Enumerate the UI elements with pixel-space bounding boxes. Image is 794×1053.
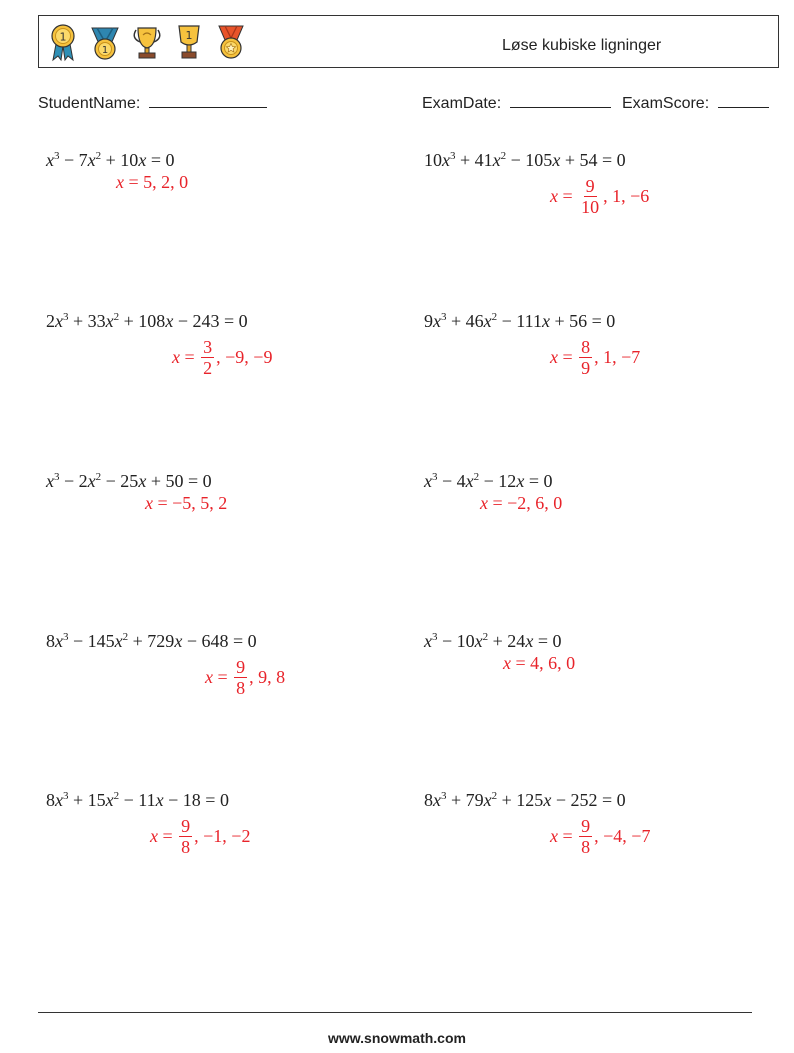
answer-fraction: $\frac{8}{9}$ (581, 337, 591, 378)
equation: $x^3 - 2x^2 - 25x + 50 = 0$ (46, 471, 212, 491)
answer: x = −2, 6, 0 (480, 493, 563, 513)
exam-score-line[interactable] (718, 96, 769, 108)
answer: x = $\frac{9}{8}$ , −1, −2 (150, 816, 251, 857)
exam-date-line[interactable] (510, 96, 611, 108)
equation: $x^3 - 10x^2 + 24x = 0$ (424, 631, 562, 651)
student-name-label: StudentName: (38, 95, 141, 112)
answer-fraction: $\frac{9}{8}$ (236, 657, 246, 698)
answer-fraction: $\frac{9}{10}$ (581, 176, 600, 217)
page-title: Løse kubiske ligninger (502, 37, 662, 54)
equation: $x^3 - 7x^2 + 10x = 0$ (46, 150, 175, 170)
medal-blue-ribbon-icon (89, 22, 121, 62)
answer: x = $\frac{3}{2}$ , −9, −9 (172, 337, 273, 378)
equation: $x^3 - 4x^2 - 12x = 0$ (424, 471, 553, 491)
exam-score-label: ExamScore: (622, 95, 710, 112)
answer: x = 5, 2, 0 (116, 172, 189, 192)
exam-date-field[interactable] (422, 95, 611, 113)
footer-url[interactable]: www.snowmath.com (328, 1030, 466, 1046)
equation: $10x^3 + 41x^2 - 105x + 54 = 0$ (424, 150, 626, 170)
equation: $8x^3 - 145x^2 + 729x - 648 = 0$ (46, 631, 257, 651)
svg-text:1: 1 (101, 45, 109, 56)
header-box (38, 15, 779, 68)
trophy-handles-icon (131, 22, 163, 62)
icon-row (47, 22, 247, 62)
trophy-cup-icon (173, 22, 205, 62)
star-medal-icon (215, 22, 247, 62)
equation: $9x^3 + 46x^2 - 111x + 56 = 0$ (424, 311, 616, 331)
footer-divider (38, 1012, 752, 1013)
student-name-line[interactable] (149, 96, 267, 108)
answer: x = 4, 6, 0 (503, 653, 576, 673)
svg-text:1: 1 (59, 30, 67, 44)
answer: x = −5, 5, 2 (145, 493, 228, 513)
student-name-field[interactable] (38, 95, 267, 113)
equation: $8x^3 + 15x^2 - 11x - 18 = 0$ (46, 790, 229, 810)
equation: $2x^3 + 33x^2 + 108x - 243 = 0$ (46, 311, 248, 331)
answer-fraction: $\frac{3}{2}$ (203, 337, 213, 378)
answer: x = $\frac{8}{9}$ , 1, −7 (550, 337, 641, 378)
answer: x = $\frac{9}{8}$ , 9, 8 (205, 657, 286, 698)
medal-ribbon-icon (47, 22, 79, 62)
answer: x = $\frac{9}{10}$ , 1, −6 (550, 176, 650, 217)
equation: $8x^3 + 79x^2 + 125x - 252 = 0$ (424, 790, 626, 810)
exam-date-label: ExamDate: (422, 95, 502, 112)
answer: x = $\frac{9}{8}$ , −4, −7 (550, 816, 651, 857)
exam-score-field[interactable] (622, 95, 769, 113)
answer-fraction: $\frac{9}{8}$ (581, 816, 591, 857)
answer-fraction: $\frac{9}{8}$ (181, 816, 191, 857)
svg-text:1: 1 (185, 29, 193, 42)
